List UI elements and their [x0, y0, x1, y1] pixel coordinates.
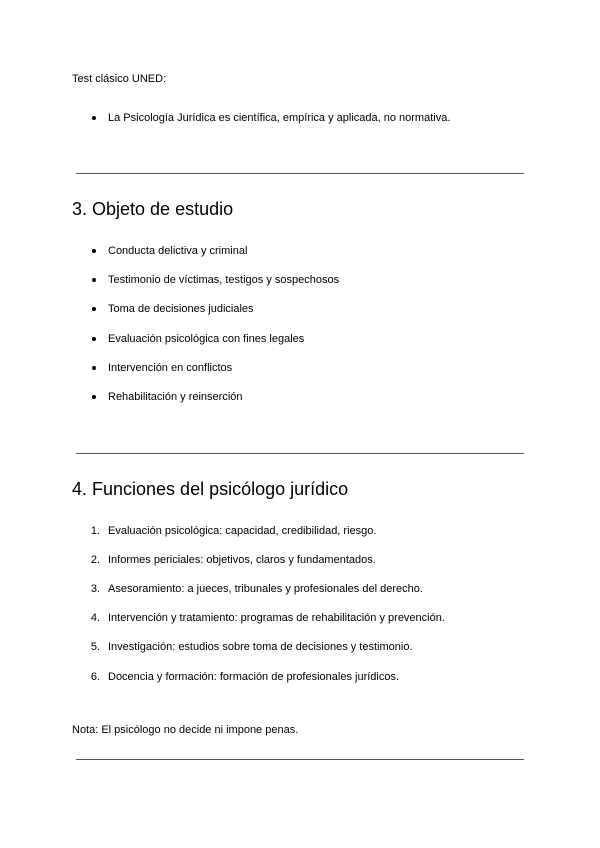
divider: [76, 173, 524, 174]
bullet-dot: [92, 249, 96, 253]
bullet-dot: [92, 366, 96, 370]
list-item: Investigación: estudios sobre toma de decisiones y testimonio.: [108, 641, 413, 653]
list-item: Evaluación psicológica con fines legales: [108, 333, 305, 345]
list-item: Conducta delictiva y criminal: [108, 245, 248, 257]
list-item: Evaluación psicológica: capacidad, credibilidad, riesgo.: [108, 525, 377, 537]
list-item: Toma de decisiones judiciales: [108, 303, 254, 315]
list-number: 4.: [90, 612, 100, 624]
list-item: Informes periciales: objetivos, claros y fundamentados.: [108, 554, 376, 566]
bullet-dot: [92, 337, 96, 341]
list-item: Intervención en conflictos: [108, 362, 233, 374]
list-number: 3.: [90, 583, 100, 595]
intro-label: Test clásico UNED:: [72, 73, 167, 85]
intro-bullet-text: La Psicología Jurídica es científica, empírica y aplicada, no normativa.: [108, 112, 451, 124]
list-item: Docencia y formación: formación de profesionales jurídicos.: [108, 671, 400, 683]
bullet-dot: [92, 116, 96, 120]
bullet-dot: [92, 278, 96, 282]
note-text: Nota: El psicólogo no decide ni impone penas.: [72, 724, 299, 736]
list-number: 2.: [90, 554, 100, 566]
list-item: Intervención y tratamiento: programas de rehabilitación y prevención.: [108, 612, 445, 624]
list-item: Asesoramiento: a jueces, tribunales y profesionales del derecho.: [108, 583, 423, 595]
divider: [76, 759, 524, 760]
list-number: 5.: [90, 641, 100, 653]
list-item: Rehabilitación y reinserción: [108, 391, 243, 403]
bullet-dot: [92, 307, 96, 311]
section-3-title: 3. Objeto de estudio: [72, 199, 234, 219]
list-item: Testimonio de víctimas, testigos y sospechosos: [108, 274, 340, 286]
list-number: 6.: [90, 671, 100, 683]
section-4-title: 4. Funciones del psicólogo jurídico: [72, 479, 349, 499]
divider: [76, 453, 524, 454]
bullet-dot: [92, 395, 96, 399]
list-number: 1.: [90, 525, 100, 537]
